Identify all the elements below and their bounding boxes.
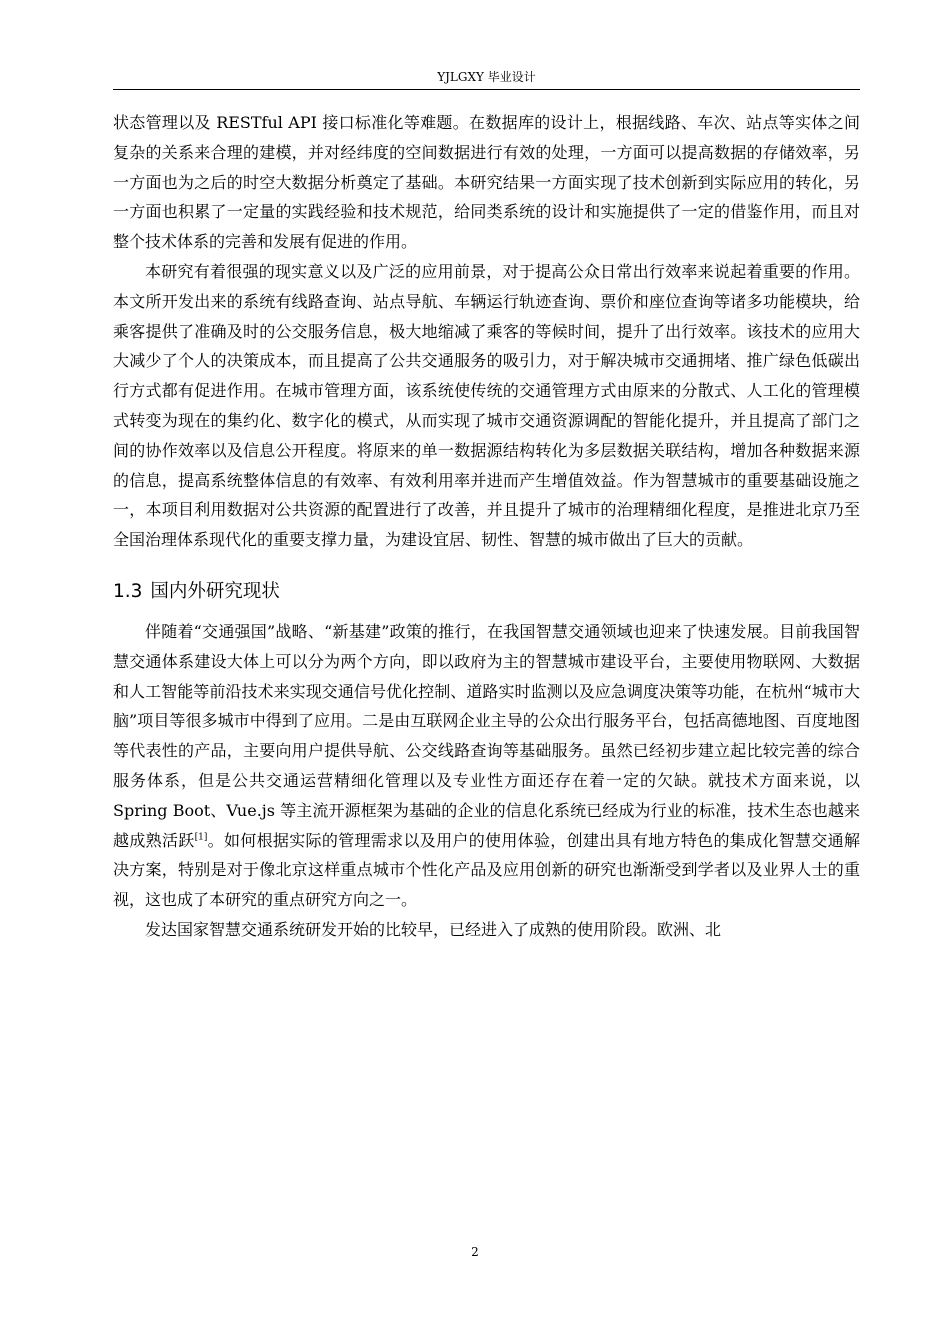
section-number: 1.3 bbox=[113, 580, 143, 602]
paragraph-foreign-status: 发达国家智慧交通系统研发开始的比较早，已经进入了成熟的使用阶段。欧洲、北 bbox=[145, 919, 722, 939]
paragraph-text-part: 。如何根据实际的管理需求以及用户的使用体验，创建出具有地方特色的集成化智慧交通解决方案，特别是对于像北京这样重点城市个性化产品及应用创新的研究也渐渐受到学者以及业界人士的重视，这也成了本研究的重点研究方向之一。 bbox=[113, 830, 860, 910]
section-title: 国内外研究现状 bbox=[150, 580, 280, 602]
paragraph-significance: 本研究有着很强的现实意义以及广泛的应用前景，对于提高公众日常出行效率来说起着重要的作用。本文所开发出来的系统有线路查询、站点导航、车辆运行轨迹查询、票价和座位查询等诸多功能模块，给乘客提供了准确及时的公交服务信息，极大地缩减了乘客的等候时间，提升了出行效率。该技术的应用大大减少了个人的决策成本，而且提高了公共交通服务的吸引力，对于解决城市交通拥堵、推广绿色低碳出行方式都有促进作用。在城市管理方面，该系统使传统的交通管理方式由原来的分散式、人工化的管理模式转变为现在的集约化、数字化的模式，从而实现了城市交通资源调配的智能化提升，并且提高了部门之间的协作效率以及信息公开程度。将原来的单一数据源结构转化为多层数据关联结构，增加各种数据来源的信息，提高系统整体信息的有效率、有效利用率并进而产生增值效益。作为智慧城市的重要基础设施之一，本项目利用数据对公共资源的配置进行了改善，并且提升了城市的治理精细化程度，是推进北京乃至全国治理体系现代化的重要支撑力量，为建设宜居、韧性、智慧的城市做出了巨大的贡献。 bbox=[113, 261, 860, 550]
paragraph-domestic-status bbox=[113, 617, 860, 915]
header-text: YJLGXY 毕业设计 bbox=[437, 70, 536, 84]
page-number: 2 bbox=[471, 1245, 479, 1259]
section-heading bbox=[113, 577, 860, 607]
citation-reference[interactable]: [1] bbox=[194, 832, 208, 843]
document-body bbox=[113, 108, 860, 945]
page-header bbox=[113, 69, 860, 90]
paragraph-text-part: 伴随着“交通强国”战略、“新基建”政策的推行，在我国智慧交通领域也迎来了快速发展。目前我国智慧交通体系建设大体上可以分为两个方向，即以政府为主的智慧城市建设平台，主要使用物联网、大数据和人工智能等前沿技术来实现交通信号优化控制、道路实时监测以及应急调度决策等功能，在杭州“城市大脑”项目等很多城市中得到了应用。二是由互联网企业主导的公众出行服务平台，包括高德地图、百度地图等代表性的产品，主要向用户提供导航、公交线路查询等基础服务。虽然已经初步建立起比较完善的综合服务体系，但是公共交通运营精细化管理以及专业性方面还存在着一定的欠缺。就技术方面来说，以 Spring Boot、Vue.js 等主流开源框架为基础的企业的信息化系统已经成为行业的标准，技术生态也越来越成熟活跃 bbox=[113, 621, 860, 850]
paragraph-continued: 状态管理以及 RESTful API 接口标准化等难题。在数据库的设计上，根据线路、车次、站点等实体之间复杂的关系来合理的建模，并对经纬度的空间数据进行有效的处理，一方面可以提高数据的存储效率，另一方面也为之后的时空大数据分析奠定了基础。本研究结果一方面实现了技术创新到实际应用的转化，另一方面也积累了一定量的实践经验和技术规范，给同类系统的设计和实施提供了一定的借鉴作用，而且对整个技术体系的完善和发展有促进的作用。 bbox=[113, 113, 860, 252]
